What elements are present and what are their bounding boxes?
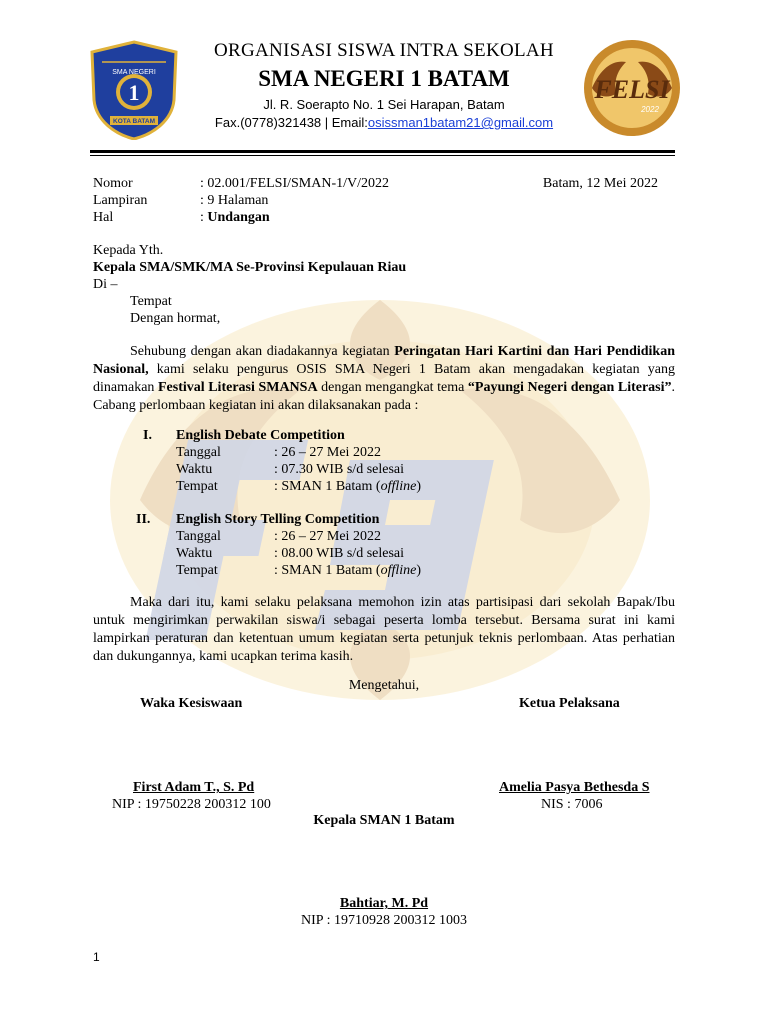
recipient-line-1: Kepada Yth. [93,243,164,258]
event-2-numeral: II. [136,512,151,527]
fax-label: Fax.(0778)321438 | Email: [214,115,368,130]
event-2-tanggal-label: Tanggal [176,529,221,544]
center-signatory-title: Kepala SMAN 1 Batam [313,813,455,828]
event-2-title: English Story Telling Competition [176,512,380,527]
event-1-tempat-mode: offline [380,479,417,494]
p1-text-a: Sehubung dengan akan diadakannya kegiatan [130,344,395,359]
lampiran-label: Lampiran [93,193,148,208]
left-signatory-title: Waka Kesiswaan [140,696,243,711]
event-1-waktu-value: : 07.30 WIB s/d selesai [274,462,405,477]
event-1-tempat-label: Tempat [176,479,218,494]
event-1-numeral: I. [143,428,152,443]
event-1-tempat-close: ) [416,479,422,494]
right-signatory-name: Amelia Pasya Bethesda S [499,780,650,795]
nomor-label: Nomor [93,176,133,191]
event-2-tanggal-value: : 26 – 27 Mei 2022 [274,529,381,544]
p1-text-g: . Cabang perlombaan kegiatan ini akan dilaksanakan pada : [93,380,676,413]
event-1-tanggal-label: Tanggal [176,445,221,460]
event-1-tempat-value [274,478,421,495]
school-logo-bottom-text: KOTA BATAM [113,118,155,125]
event-1-title: English Debate Competition [176,428,345,443]
left-signatory-name: First Adam T., S. Pd [133,780,255,795]
p1-text-e: dengan mengangkat tema [317,380,468,395]
p1-event-name: Peringatan Hari Kartini dan Hari Pendidikan Nasional, [93,344,676,377]
center-signatory-nip: NIP : 19710928 200312 1003 [301,913,467,928]
email-link[interactable]: osissman1batam21@gmail.com [367,115,554,130]
organization-title: ORGANISASI SISWA INTRA SEKOLAH [214,40,554,61]
body-paragraph-2: Maka dari itu, kami selaku pelaksana memohon izin atas partisipasi dari sekolah Bapak/Ibu untuk mengirimkan perwakilan siswa/i sebagai peserta lomba tersebut. Bersama surat ini kami lampirkan peraturan dan ketentuan umum kegiatan serta petunjuk teknis perlombaan. Atas perhatian dan dukungannya, kami ucapkan terima kasih. [93,595,675,664]
school-logo-top-text: SMA NEGERI [112,69,156,76]
event-2-waktu-value: : 08.00 WIB s/d selesai [274,546,405,561]
hal-label: Hal [93,210,114,225]
event-2-tempat-label: Tempat [176,563,218,578]
center-signatory-name: Bahtiar, M. Pd [339,896,429,911]
event-2-tempat-place: : SMAN 1 Batam ( [274,563,381,578]
body-paragraph-1 [93,343,675,415]
left-signatory-nip: NIP : 19750228 200312 100 [112,797,271,812]
event-2-tempat-close: ) [416,563,422,578]
school-contact [0,115,768,130]
felsi-logo-year: 2022 [641,105,659,114]
hal-value-line [200,209,270,226]
place-date: Batam, 12 Mei 2022 [542,176,658,191]
hal-value: Undangan [207,210,270,225]
event-1-tempat-place: : SMAN 1 Batam ( [274,479,381,494]
header-divider-thin [90,155,675,156]
greeting: Dengan hormat, [130,311,221,326]
nomor-value: : 02.001/FELSI/SMAN-1/V/2022 [200,176,390,191]
school-logo-number: 1 [128,80,140,105]
p1-text-c: kami selaku pengurus OSIS SMA Negeri 1 Batam akan mengadakan kegiatan yang dinamakan [93,362,675,395]
felsi-logo-text: FELSI [594,75,670,104]
event-1-waktu-label: Waktu [176,462,213,477]
event-1-tanggal-value: : 26 – 27 Mei 2022 [274,445,381,460]
event-2-tempat-value [274,562,421,579]
lampiran-value: : 9 Halaman [200,193,269,208]
page-number: 1 [93,950,100,964]
school-address: Jl. R. Soerapto No. 1 Sei Harapan, Batam [263,97,505,112]
event-2-tempat-mode: offline [380,563,417,578]
p1-festival-name: Festival Literasi SMANSA [158,380,318,395]
recipient-line-3: Di – [93,277,118,292]
right-signatory-nis: NIS : 7006 [541,797,603,812]
header-divider-thick [90,150,675,153]
school-name: SMA NEGERI 1 BATAM [258,66,510,91]
mengetahui-label: Mengetahui, [348,678,420,693]
hal-colon: : [200,210,208,225]
recipient-line-2: Kepala SMA/SMK/MA Se-Provinsi Kepulauan Riau [93,260,407,275]
right-signatory-title: Ketua Pelaksana [519,696,620,711]
p1-theme: “Payungi Negeri dengan Literasi” [467,380,672,395]
recipient-line-4: Tempat [130,294,172,309]
event-2-waktu-label: Waktu [176,546,213,561]
